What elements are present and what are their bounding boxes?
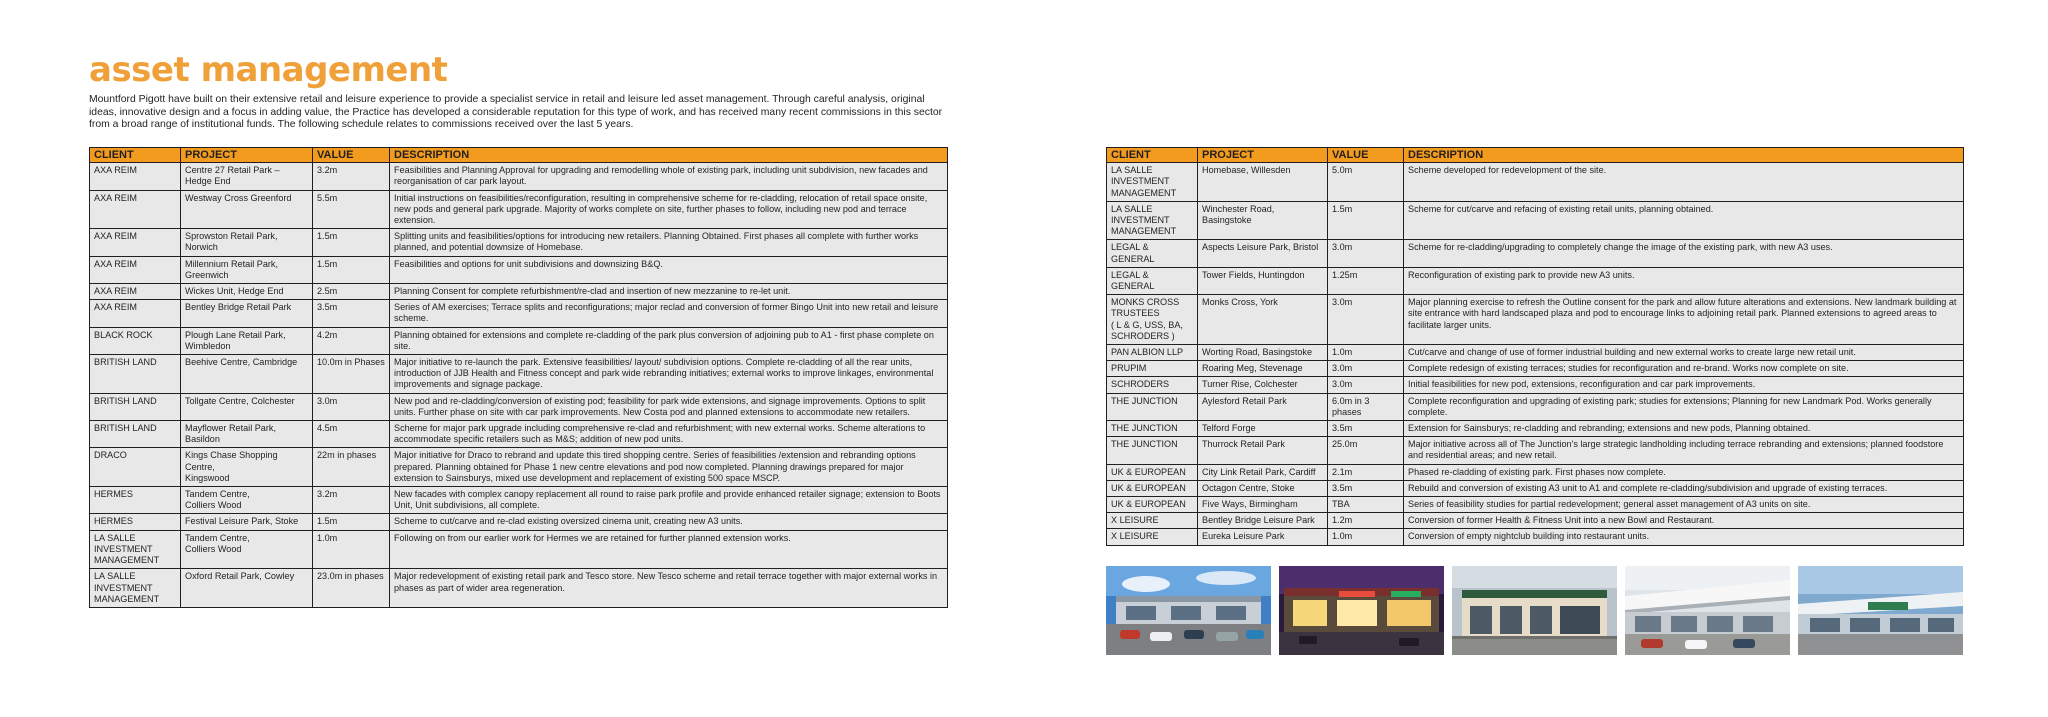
cell-description: Initial instructions on feasibilities/reconfiguration, resulting in comprehensive scheme for re-cladding, relocation of retail space onsite, new pods and general park upgrade. Majority of works complete on site, further phases to follow, including new pod and terrace extension. [390,190,948,229]
cell-value: 6.0m in 3 phases [1328,393,1404,420]
cell-description: Rebuild and conversion of existing A3 unit to A1 and complete re-cladding/subdivision and upgrade of existing terraces. [1404,480,1964,496]
cell-project: Homebase, Willesden [1198,163,1328,202]
cell-project: Bentley Bridge Retail Park [181,300,313,327]
cell-value: 23.0m in phases [313,569,390,608]
table-header-row [90,148,948,163]
cell-description: Feasibilities and Planning Approval for upgrading and remodelling whole of existing park, including unit subdivision, new facades and reorganisation of car park layout. [390,163,948,190]
column-header-project: PROJECT [181,148,313,163]
cell-description: Extension for Sainsburys; re-cladding and rebranding; extensions and new pods, Planning obtained. [1404,421,1964,437]
cell-project: Tandem Centre, Colliers Wood [181,530,313,569]
table-row [90,530,948,569]
cell-project: Festival Leisure Park, Stoke [181,514,313,530]
cell-project: Oxford Retail Park, Cowley [181,569,313,608]
cell-value: 3.5m [313,300,390,327]
cell-description: Major initiative for Draco to rebrand and update this tired shopping centre. Series of feasibilities /extension and rebranding options prepared. Planning obtained for Phase 1 new centre elevations and pod now completed. Planning drawings prepared for major extension to Sainsburys, mixed use development and replacement of existing 500 space MSCP. [390,448,948,487]
cell-client: AXA REIM [90,229,181,256]
cell-client: LEGAL & GENERAL [1107,267,1198,294]
cell-client: X LEISURE [1107,529,1198,545]
cell-description: Complete redesign of existing terraces; studies for reconfiguration and re-brand. Works now complete on site. [1404,361,1964,377]
cell-project: Turner Rise, Colchester [1198,377,1328,393]
cell-project: Tollgate Centre, Colchester [181,393,313,420]
cell-client: LA SALLE INVESTMENT MANAGEMENT [1107,201,1198,240]
cell-value: 4.5m [313,421,390,448]
table-row [1107,437,1964,464]
cell-value: 3.2m [313,163,390,190]
cell-project: Thurrock Retail Park [1198,437,1328,464]
cell-value: 2.1m [1328,464,1404,480]
cell-client: LA SALLE INVESTMENT MANAGEMENT [1107,163,1198,202]
retail-park-photo-2 [1279,566,1444,655]
retail-park-photo-5 [1798,566,1963,655]
cell-description: Splitting units and feasibilities/options for introducing new retailers. Planning Obtained. First phases all complete with further works planned, and potential downsize of Homebase. [390,229,948,256]
cell-project: Aylesford Retail Park [1198,393,1328,420]
cell-project: Plough Lane Retail Park, Wimbledon [181,327,313,354]
cell-client: UK & EUROPEAN [1107,497,1198,513]
table-body-left [90,163,948,608]
cell-value: 3.0m [1328,295,1404,345]
column-header-value: VALUE [313,148,390,163]
cell-value: 1.0m [1328,529,1404,545]
table-row [90,355,948,394]
cell-value: 1.0m [1328,345,1404,361]
cell-description: Scheme for re-cladding/upgrading to completely change the image of the existing park, with new A3 uses. [1404,240,1964,267]
cell-value: 10.0m in Phases [313,355,390,394]
cell-description: Following on from our earlier work for Hermes we are retained for further planned extension works. [390,530,948,569]
cell-description: Major planning exercise to refresh the Outline consent for the park and allow future alterations and extensions. New landmark building at site entrance with hard landscaped plaza and pod to encourage links to adjoining retail park. Planned extensions to agreed areas to facilitate larger units. [1404,295,1964,345]
cell-description: Planning Consent for complete refurbishment/re-clad and insertion of new mezzanine to re-let unit. [390,284,948,300]
table-row [1107,201,1964,240]
cell-description: Feasibilities and options for unit subdivisions and downsizing B&Q. [390,256,948,283]
intro-paragraph: Mountford Pigott have built on their extensive retail and leisure experience to provide a specialist service in retail and leisure led asset management. Through careful analysis, original ideas, innovative design and a focus in adding value, the Practice has developed a considerable reputation for this type of work, and has received many recent commissions in this sector from a broad range of institutional funds. The following schedule relates to commissions received over the last 5 years. [89,94,943,130]
cell-project: Telford Forge [1198,421,1328,437]
table-row [1107,240,1964,267]
cell-value: 1.0m [313,530,390,569]
cell-value: 1.5m [313,229,390,256]
cell-client: LEGAL & GENERAL [1107,240,1198,267]
cell-description: Scheme developed for redevelopment of the site. [1404,163,1964,202]
column-header-description: DESCRIPTION [1404,148,1964,163]
table-row [1107,497,1964,513]
cell-project: Five Ways, Birmingham [1198,497,1328,513]
table-row [1107,377,1964,393]
cell-value: 1.2m [1328,513,1404,529]
cell-project: Aspects Leisure Park, Bristol [1198,240,1328,267]
cell-value: 5.5m [313,190,390,229]
cell-project: Millennium Retail Park, Greenwich [181,256,313,283]
table-row [1107,345,1964,361]
cell-description: Major initiative across all of The Junction's large strategic landholding including terrace rebranding and extensions; planned foodstore and residential areas; and new retail. [1404,437,1964,464]
cell-client: AXA REIM [90,190,181,229]
cell-client: AXA REIM [90,300,181,327]
cell-client: MONKS CROSS TRUSTEES ( L & G, USS, BA, SCHRODERS ) [1107,295,1198,345]
cell-client: LA SALLE INVESTMENT MANAGEMENT [90,530,181,569]
cell-description: New facades with complex canopy replacement all round to raise park profile and provide enhanced retailer signage; extension to Boots Unit, Unit subdivisions, all complete. [390,487,948,514]
cell-value: 3.0m [1328,377,1404,393]
cell-project: City Link Retail Park, Cardiff [1198,464,1328,480]
table-row [1107,464,1964,480]
table-row [1107,513,1964,529]
cell-client: THE JUNCTION [1107,421,1198,437]
cell-description: Scheme for cut/carve and refacing of existing retail units, planning obtained. [1404,201,1964,240]
table-row [90,514,948,530]
cell-project: Mayflower Retail Park, Basildon [181,421,313,448]
table-row [90,393,948,420]
cell-value: 3.5m [1328,421,1404,437]
cell-value: 1.25m [1328,267,1404,294]
cell-project: Sprowston Retail Park, Norwich [181,229,313,256]
cell-description: Initial feasibilities for new pod, extensions, reconfiguration and car park improvements. [1404,377,1964,393]
cell-value: 5.0m [1328,163,1404,202]
table-row [90,300,948,327]
table-row [1107,480,1964,496]
retail-park-photo-4 [1625,566,1790,655]
left-page [89,50,947,132]
table-row [90,421,948,448]
schedule-table-left [89,147,948,608]
cell-value: 3.0m [313,393,390,420]
table-row [90,448,948,487]
cell-project: Tower Fields, Huntingdon [1198,267,1328,294]
table-row [90,569,948,608]
cell-client: AXA REIM [90,163,181,190]
column-header-client: CLIENT [1107,148,1198,163]
cell-client: UK & EUROPEAN [1107,464,1198,480]
cell-value: 1.5m [313,256,390,283]
table-row [90,256,948,283]
cell-client: BRITISH LAND [90,355,181,394]
column-header-project: PROJECT [1198,148,1328,163]
cell-description: Cut/carve and change of use of former industrial building and new external works to create large new retail unit. [1404,345,1964,361]
cell-client: LA SALLE INVESTMENT MANAGEMENT [90,569,181,608]
page-title: asset management [89,50,448,90]
table-row [1107,295,1964,345]
cell-client: AXA REIM [90,256,181,283]
cell-project: Wickes Unit, Hedge End [181,284,313,300]
cell-description: Conversion of former Health & Fitness Unit into a new Bowl and Restaurant. [1404,513,1964,529]
retail-park-photo-1 [1106,566,1271,655]
cell-value: 22m in phases [313,448,390,487]
table-row [90,190,948,229]
cell-project: Beehive Centre, Cambridge [181,355,313,394]
cell-client: HERMES [90,487,181,514]
cell-value: 3.2m [313,487,390,514]
cell-client: HERMES [90,514,181,530]
cell-client: PAN ALBION LLP [1107,345,1198,361]
cell-value: 4.2m [313,327,390,354]
table-row [1107,163,1964,202]
cell-project: Worting Road, Basingstoke [1198,345,1328,361]
table-row [1107,393,1964,420]
table-row [90,229,948,256]
cell-description: Scheme for major park upgrade including comprehensive re-clad and refurbishment; with new external works. Scheme alterations to accommodate specific retailers such as M&S; addition of new pod units. [390,421,948,448]
table-row [90,163,948,190]
retail-park-photo-3 [1452,566,1617,655]
table-row [90,284,948,300]
cell-description: Major initiative to re-launch the park. Extensive feasibilities/ layout/ subdivision options. Complete re-cladding of all the rear units, introduction of JJB Health and Fitness concept and park wide rebranding initiatives; external works to improve linkages, environmental improvements and signage package. [390,355,948,394]
cell-client: PRUPIM [1107,361,1198,377]
cell-project: Centre 27 Retail Park – Hedge End [181,163,313,190]
cell-project: Octagon Centre, Stoke [1198,480,1328,496]
table-row [1107,421,1964,437]
cell-project: Bentley Bridge Leisure Park [1198,513,1328,529]
cell-client: THE JUNCTION [1107,437,1198,464]
schedule-table-right [1106,147,1964,546]
table-row [90,487,948,514]
cell-client: AXA REIM [90,284,181,300]
column-header-client: CLIENT [90,148,181,163]
cell-client: BRITISH LAND [90,421,181,448]
cell-client: DRACO [90,448,181,487]
cell-value: 3.0m [1328,361,1404,377]
table-body-right [1107,163,1964,545]
cell-client: BLACK ROCK [90,327,181,354]
cell-client: X LEISURE [1107,513,1198,529]
cell-client: SCHRODERS [1107,377,1198,393]
column-header-description: DESCRIPTION [390,148,948,163]
cell-value: 3.0m [1328,240,1404,267]
cell-client: UK & EUROPEAN [1107,480,1198,496]
cell-description: Conversion of empty nightclub building into restaurant units. [1404,529,1964,545]
cell-value: 1.5m [313,514,390,530]
table-row [1107,529,1964,545]
photo-strip [1106,566,1963,656]
table-row [90,327,948,354]
cell-client: BRITISH LAND [90,393,181,420]
cell-description: Scheme to cut/carve and re-clad existing oversized cinema unit, creating new A3 units. [390,514,948,530]
table-header-row [1107,148,1964,163]
cell-value: 2.5m [313,284,390,300]
cell-project: Roaring Meg, Stevenage [1198,361,1328,377]
cell-description: Series of AM exercises; Terrace splits and reconfigurations; major reclad and conversion of former Bingo Unit into new retail and leisure scheme. [390,300,948,327]
table-row [1107,361,1964,377]
cell-project: Eureka Leisure Park [1198,529,1328,545]
cell-project: Monks Cross, York [1198,295,1328,345]
cell-description: Series of feasibility studies for partial redevelopment; general asset management of A3 units on site. [1404,497,1964,513]
cell-value: TBA [1328,497,1404,513]
cell-description: Major redevelopment of existing retail park and Tesco store. New Tesco scheme and retail terrace together with major external works in phases as part of wider area regeneration. [390,569,948,608]
cell-project: Westway Cross Greenford [181,190,313,229]
table-row [1107,267,1964,294]
column-header-value: VALUE [1328,148,1404,163]
cell-project: Kings Chase Shopping Centre, Kingswood [181,448,313,487]
cell-value: 3.5m [1328,480,1404,496]
cell-project: Winchester Road, Basingstoke [1198,201,1328,240]
cell-client: THE JUNCTION [1107,393,1198,420]
cell-value: 1.5m [1328,201,1404,240]
cell-description: Complete reconfiguration and upgrading of existing park; studies for extensions; Planning for new Landmark Pod. Works generally complete. [1404,393,1964,420]
cell-description: Phased re-cladding of existing park. First phases now complete. [1404,464,1964,480]
cell-description: New pod and re-cladding/conversion of existing pod; feasibility for park wide extensions, and signage improvements. Options to split units. Further phase on site with car park improvements. New Costa pod and planned extensions to accommodate new retailers. [390,393,948,420]
cell-value: 25.0m [1328,437,1404,464]
cell-description: Planning obtained for extensions and complete re-cladding of the park plus conversion of adjoining pub to A1 - first phase complete on site. [390,327,948,354]
cell-description: Reconfiguration of existing park to provide new A3 units. [1404,267,1964,294]
cell-project: Tandem Centre, Colliers Wood [181,487,313,514]
